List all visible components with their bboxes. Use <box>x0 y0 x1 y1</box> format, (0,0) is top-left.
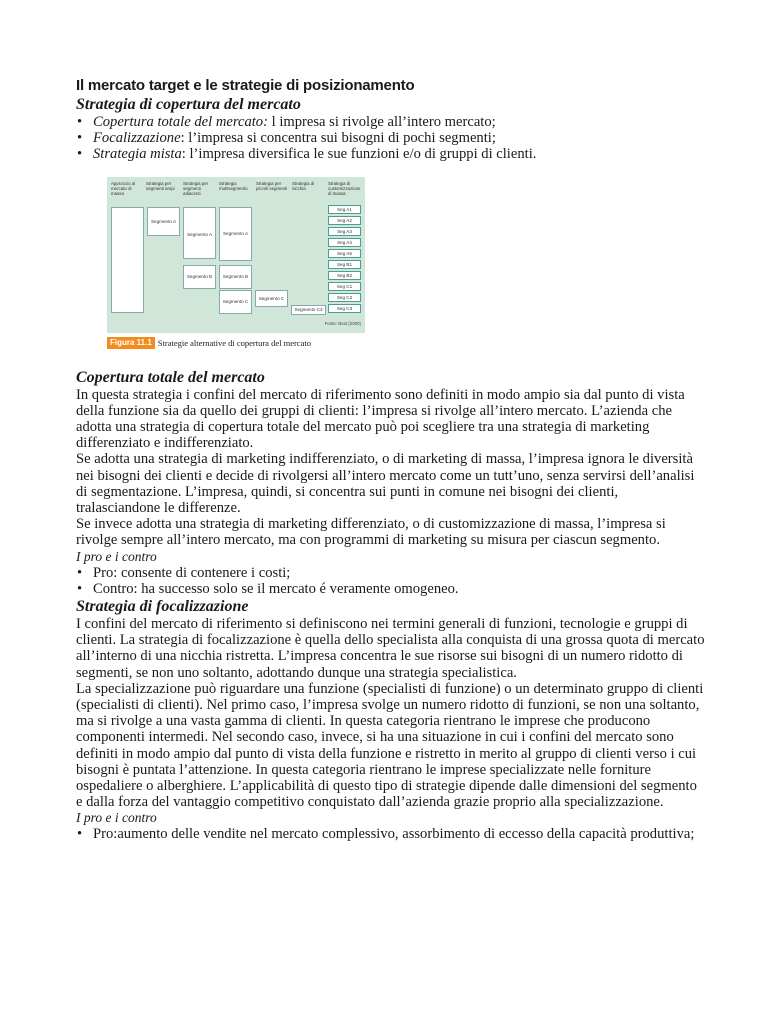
strategy-list <box>76 114 706 163</box>
figure-segment-box: Segmento C3 <box>291 305 326 315</box>
figure-column-heading: Strategia per segmenti ampi <box>146 180 175 191</box>
figure-column-heading: Strategia di customizzazione di massa <box>328 180 361 196</box>
figure-caption <box>107 336 365 350</box>
figure-segment-cell: Seg A4 <box>328 238 361 247</box>
figure-column-heading: Strategia per piccoli segmenti <box>256 180 288 191</box>
figure-segment-box: Segmento A <box>147 207 180 236</box>
paragraph: Se invece adotta una strategia di marketing differenziato, o di customizzazione di massa, l’impresa si rivolge sempre all’intero mercato, ma con programmi di marketing su misura per ciascun segmento. <box>76 516 666 549</box>
list-item-text: l impresa si rivolge all’intero mercato; <box>267 114 496 130</box>
figure-segment-cell: Seg A2 <box>328 216 361 225</box>
section-heading-copertura-totale: Copertura totale del mercato <box>76 368 265 386</box>
section-heading-copertura-mercato: Strategia di copertura del mercato <box>76 96 301 113</box>
pro-contro-list <box>76 826 706 842</box>
paragraph: I confini del mercato di riferimento si definiscono nei termini generali di funzioni, tecnologie e gruppi di clienti. La strategia di focalizzazione è quella dello specialista alla conquista di una grossa quota di mercato all’interno di una nicchia ristretta. L’impresa concentra le sue risorse sui bisogni di un numero ridotto di segmenti, se non uno soltanto, adottando dunque una strategia specialistica. <box>76 616 705 681</box>
document-page <box>76 76 706 843</box>
list-item <box>76 130 706 146</box>
paragraph: In questa strategia i confini del mercato di riferimento sono definiti in modo ampio sia dal punto di vista della funzione sia da quello dei gruppi di clienti: l’impresa si rivolge all’intero mercato. L’azienda che adotta una strategia di copertura totale del mercato può poi scegliere tra una strategia di marketing differenziato e indifferenziato. <box>76 386 685 452</box>
figure-segment-cell: Seg A1 <box>328 205 361 214</box>
figure-column-heading: Approccio al mercato di massa <box>111 180 136 196</box>
figure-source: Fonte: Best (2000) <box>324 320 361 326</box>
list-item-text: : l’impresa diversifica le sue funzioni e/o di gruppi di clienti. <box>181 146 537 163</box>
figure-caption-text: Strategie alternative di copertura del mercato <box>157 337 311 348</box>
figure-segment-box: Segmento C <box>255 290 288 307</box>
figure-caption-tag: Figura 11.1 <box>107 337 155 349</box>
figure-panel <box>107 177 365 333</box>
list-item: • Pro: consente di contenere i costi; <box>76 565 706 581</box>
figure-column-heading: Strategia multisegmento <box>219 180 248 191</box>
list-item-text: : l’impresa si concentra sui bisogni di pochi segmenti; <box>180 130 496 147</box>
figure-segment-cell: Seg B2 <box>328 271 361 280</box>
list-item: • Contro: ha successo solo se il mercato é veramente omogeneo. <box>76 581 706 597</box>
figure-segment-box: Segmento A <box>183 207 216 259</box>
figure-segment-cell: Seg C1 <box>328 282 361 291</box>
section-heading-focalizzazione: Strategia di focalizzazione <box>76 598 249 616</box>
list-item: • Pro:aumento delle vendite nel mercato complessivo, assorbimento di eccesso della capacità produttiva; <box>76 826 706 842</box>
figure-segment-box: Segmento B <box>219 265 252 289</box>
list-item-term: Strategia mista <box>93 146 182 163</box>
figure-column-heading: Strategia per segmenti adiacenti <box>183 180 209 196</box>
pro-contro-heading: I pro e i contro <box>76 548 157 564</box>
figure-mass-market-box <box>111 207 144 313</box>
figure-segment-cell: Seg A3 <box>328 227 361 236</box>
list-item <box>76 114 706 130</box>
figure-segment-cell: Seg C3 <box>328 304 361 313</box>
figure-segment-box: Segmento C <box>219 290 252 314</box>
pro-contro-list <box>76 565 706 597</box>
figure-segment-box: Segmento A <box>219 207 252 261</box>
figure-segment-cell: Seg B1 <box>328 260 361 269</box>
figure-segment-cell: Seg C2 <box>328 293 361 302</box>
list-item-term: Focalizzazione <box>93 130 181 147</box>
paragraph: Se adotta una strategia di marketing indifferenziato, o di marketing di massa, l’impresa ignora le diversità nei bisogni dei clienti e decide di rivolgersi all’intero mercato come un tutt’uno, senza servirsi dell’analisi di segmentazione. L’impresa, quindi, si concentra sui punti in comune nei bisogni dei clienti, tralasciandone le differenze. <box>76 451 695 517</box>
figure-column-heading: Strategia di nicchia <box>292 180 315 191</box>
pro-contro-heading: I pro e i contro <box>76 810 157 826</box>
figure-segment-cell: Seg A5 <box>328 249 361 258</box>
page-title: Il mercato target e le strategie di posizionamento <box>76 77 415 94</box>
list-item-term: Copertura totale del mercato: <box>93 114 268 130</box>
figure-coverage-strategies <box>107 177 365 353</box>
figure-segment-box: Segmento B <box>183 265 216 289</box>
paragraph: La specializzazione può riguardare una funzione (specialisti di funzione) o un determinato gruppo di clienti (specialisti di clienti). Nel primo caso, l’impresa svolge un numero ridotto di funzioni, se non una soltanto, ma si rivolge a una vasta gamma di clienti. In questa categoria rientrano le imprese che producono componenti intermedi. Nel secondo caso, invece, si ha una situazione in cui i confini del mercato sono definiti in modo ampio dal punto di vista della funzione e ristretto in merito al gruppo di clienti verso i cui bisogni è puntata l’attenzione. In questa categoria rientrano le imprese specializzate nelle forniture ospedaliere o alberghiere. L’applicabilità di questo tipo di strategie dipende dalle dimensioni del segmento e dalla forza del vantaggio competitivo conquistato dall’azienda grazie proprio alla specializzazione. <box>76 680 704 811</box>
list-item <box>76 146 706 162</box>
